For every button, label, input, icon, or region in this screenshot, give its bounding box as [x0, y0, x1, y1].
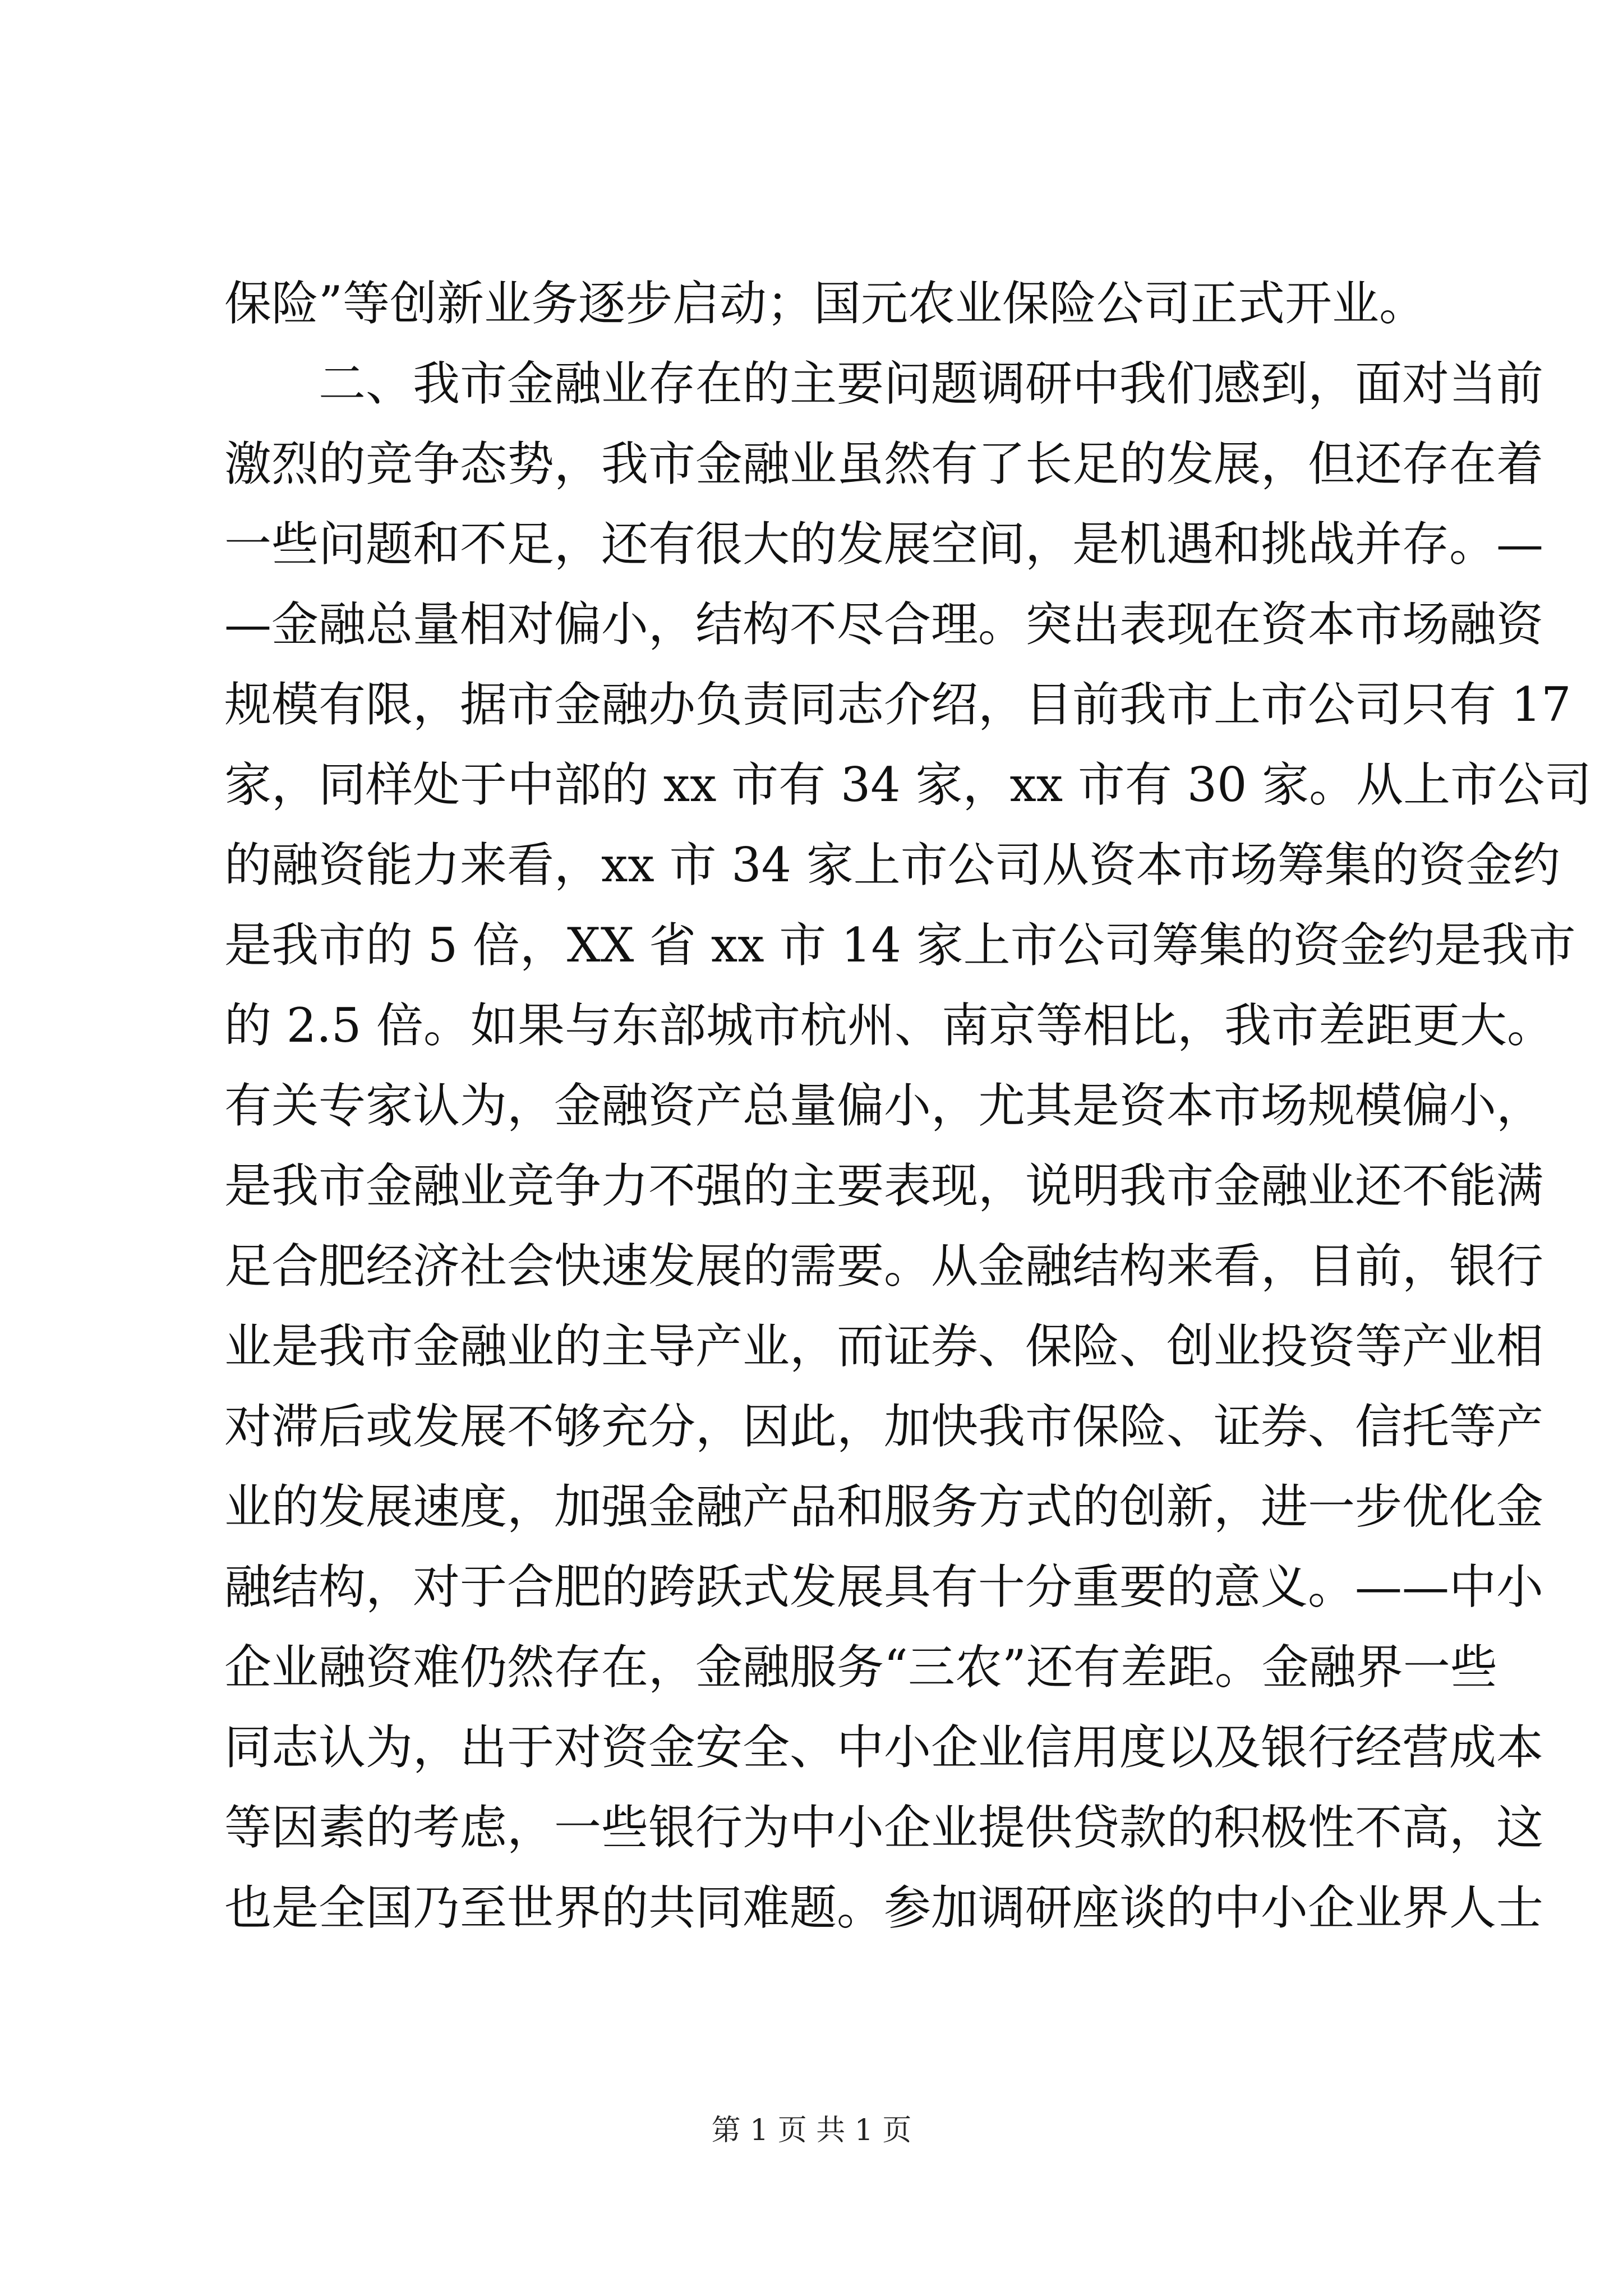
body-text	[224, 264, 1592, 1948]
text-line: 等因素的考虑，一些银行为中小企业提供贷款的积极性不高，这	[224, 1800, 1544, 1855]
text-line: 的融资能力来看，xx 市 34 家上市公司从资本市场筹集的资金约	[224, 838, 1560, 892]
text-line: 是我市的 5 倍，XX 省 xx 市 14 家上市公司筹集的资金约是我市	[224, 918, 1576, 973]
text-line: 规模有限，据市金融办负责同志介绍，目前我市上市公司只有 17	[224, 677, 1571, 732]
text-line: 激烈的竞争态势，我市金融业虽然有了长足的发展，但还存在着	[224, 436, 1544, 491]
text-line: 足合肥经济社会快速发展的需要。从金融结构来看，目前，银行	[224, 1239, 1544, 1294]
text-line: 也是全国乃至世界的共同难题。参加调研座谈的中小企业界人士	[224, 1880, 1544, 1935]
text-line: 有关专家认为，金融资产总量偏小，尤其是资本市场规模偏小，	[224, 1078, 1544, 1133]
text-line: 家，同样处于中部的 xx 市有 34 家，xx 市有 30 家。从上市公司	[224, 757, 1592, 812]
text-line: 业是我市金融业的主导产业，而证券、保险、创业投资等产业相	[224, 1319, 1544, 1374]
text-line: 一些问题和不足，还有很大的发展空间，是机遇和挑战并存。—	[224, 517, 1544, 572]
text-line: 对滞后或发展不够充分，因此，加快我市保险、证券、信托等产	[224, 1399, 1544, 1454]
text-line: 是我市金融业竞争力不强的主要表现，说明我市金融业还不能满	[224, 1158, 1544, 1213]
text-line: 的 2.5 倍。如果与东部城市杭州、南京等相比，我市差距更大。	[224, 998, 1554, 1053]
text-line: 二、我市金融业存在的主要问题调研中我们感到，面对当前	[319, 356, 1544, 411]
text-line: —金融总量相对偏小，结构不尽合理。突出表现在资本市场融资	[224, 597, 1544, 652]
text-line: 融结构，对于合肥的跨跃式发展具有十分重要的意义。——中小	[224, 1559, 1544, 1614]
page-footer	[0, 2106, 1623, 2148]
text-line: 业的发展速度，加强金融产品和服务方式的创新，进一步优化金	[224, 1479, 1544, 1534]
text-line: 保险”等创新业务逐步启动；国元农业保险公司正式开业。	[224, 276, 1426, 331]
text-line: 企业融资难仍然存在，金融服务“三农”还有差距。金融界一些	[224, 1640, 1497, 1695]
text-line: 同志认为，出于对资金安全、中小企业信用度以及银行经营成本	[224, 1720, 1544, 1775]
page-number: 第 1 页 共 1 页	[711, 2114, 912, 2147]
